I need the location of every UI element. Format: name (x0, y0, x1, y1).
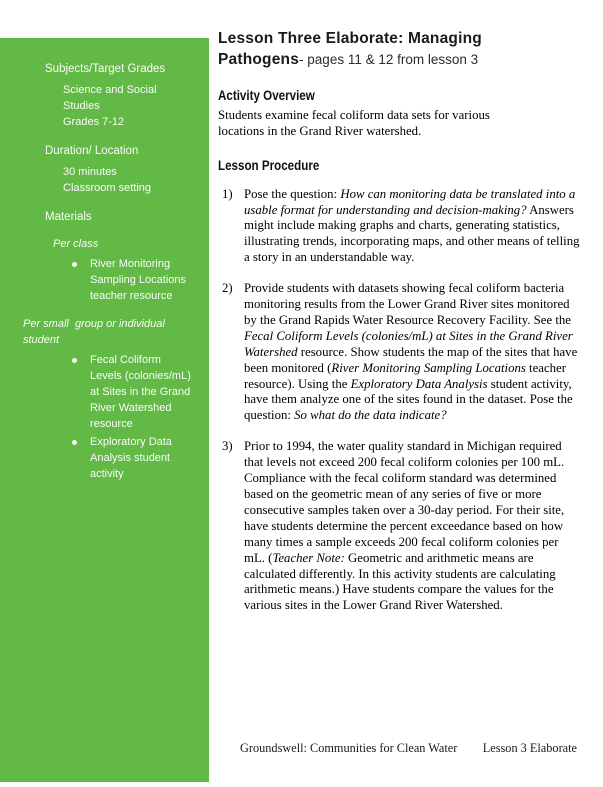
procedure-item-2 (222, 281, 582, 424)
sidebar-section-materials (23, 210, 195, 482)
sidebar-heading-materials: Materials (45, 211, 92, 223)
sidebar-line: 30 minutes (63, 166, 117, 178)
lesson-procedure-heading: Lesson Procedure (218, 157, 320, 173)
procedure-item-text: Provide students with datasets showing fecal coliform bacteria monitoring results from the Lower Grand River sites monitored by the Grand Rapids Water Resource Recovery Facility. See the Fecal Coliform Levels (colonies/mL) at Sites in the Grand River Watershed resource. Show students the map of the sites that have been monitored (River Monitoring Sampling Locations teacher resource). Using the Exploratory Data Analysis student activity, have them analyze one of the sites found in the dataset. Pose the question: So what do the data indicate? (244, 281, 578, 423)
main-content (218, 28, 582, 629)
sidebar-section-duration (45, 144, 195, 196)
sidebar-section-subjects (45, 62, 195, 130)
page-title-line1: Lesson Three Elaborate: Managing (218, 30, 482, 47)
page-footer (240, 741, 577, 756)
materials-group-label-per-class: Per class (53, 238, 99, 250)
procedure-item-text: Prior to 1994, the water quality standard in Michigan required that levels not exceed 200 fecal coliform colonies per 100 mL. Compliance with the fecal coliform standard was determined based on the geometric mean of any series of five or more consecutive samples taken over a 30-day period. For their site, have students determine the percent exceedance based on how many times a sample exceeds 200 fecal coliform colonies per mL. (Teacher Note: Geometric and arithmetic means are calculated differently. In this activity students are calculating arithmetic means.) Have students compare the values for the various sites in the Lower Grand River Watershed. (244, 439, 565, 613)
sidebar-line: Grades 7-12 (63, 116, 125, 128)
sidebar (0, 38, 209, 782)
procedure-item-3 (222, 439, 582, 614)
activity-overview-body: Students examine fecal coliform data sets for various locations in the Grand River watershed. (218, 108, 490, 138)
procedure-list (218, 187, 582, 615)
list-item (45, 352, 195, 432)
page-title (218, 28, 582, 70)
materials-list-per-class (45, 256, 195, 304)
materials-list-per-student (45, 352, 195, 482)
list-item-text: Exploratory Data Analysis student activity (90, 436, 172, 480)
sidebar-heading-subjects: Subjects/Target Grades (45, 63, 166, 75)
activity-overview-heading: Activity Overview (218, 88, 315, 103)
procedure-item-text: Pose the question: How can monitoring data be translated into a usable format for understanding and decision-making? Answers might include making graphs and charts, generating statistics, illustrating trends, incorporating maps, and other means of telling a story in an understandable way. (244, 186, 580, 265)
sidebar-line: Science and Social Studies (63, 84, 157, 112)
bullet-dot-icon (72, 358, 77, 363)
sidebar-line: Classroom setting (63, 182, 152, 194)
footer-right-text: Lesson 3 Elaborate (482, 741, 577, 755)
footer-left-text: Groundswell: Communities for Clean Water (240, 741, 458, 755)
procedure-item-number: 1) (222, 186, 233, 201)
list-item-text: River Monitoring Sampling Locations teacher resource (90, 258, 187, 302)
list-item-text: Fecal Coliform Levels (colonies/mL) at Sites in the Grand River Watershed resource (90, 354, 191, 430)
procedure-item-1 (222, 187, 582, 267)
procedure-item-number: 3) (222, 439, 233, 454)
list-item (45, 434, 195, 482)
materials-group-label-per-student: Per small group or individual student (23, 318, 168, 346)
list-item (45, 256, 195, 304)
page-title-line2-bold: Pathogens (218, 51, 300, 68)
bullet-dot-icon (72, 440, 77, 445)
bullet-dot-icon (72, 262, 77, 267)
activity-overview-heading-row (218, 87, 582, 105)
page-title-suffix: - pages 11 & 12 from lesson 3 (299, 52, 479, 67)
sidebar-heading-duration: Duration/ Location (45, 145, 139, 157)
lesson-procedure-heading-row (218, 157, 582, 175)
procedure-item-number: 2) (222, 281, 233, 296)
